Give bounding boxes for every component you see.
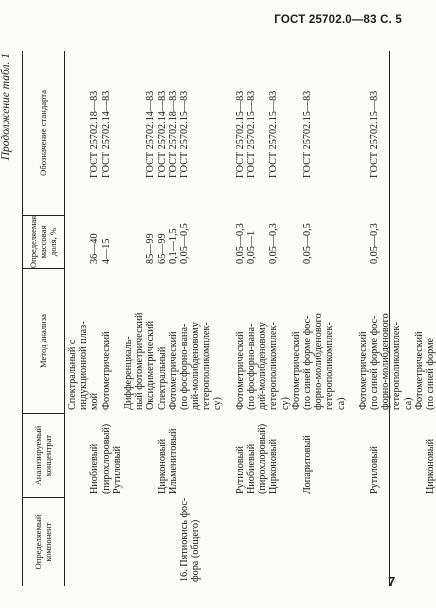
column-concentrate [67, 424, 436, 494]
table-cell-line: Рутиловый [234, 446, 246, 494]
table-cell-line [224, 223, 235, 264]
table-cell-line: (по фосфорно-вана- [178, 323, 190, 410]
table-cell-line [78, 498, 89, 582]
table-cell-line [212, 91, 223, 178]
table-cell-line: 0,05—0,3 [369, 223, 381, 264]
table-cell-line: Дифференциаль- [122, 336, 134, 410]
table-cell-line [190, 223, 201, 264]
table-cell-line [201, 91, 212, 178]
table-cell-line [78, 91, 89, 178]
table-cell-line: Фотометрический [290, 331, 302, 410]
table-cell-line [212, 424, 223, 494]
table-cell-line: ГОСТ 25702.14—83 [145, 90, 157, 178]
table-cell-line [112, 91, 123, 178]
table-cell-line [291, 424, 302, 494]
table-cell-line [145, 424, 156, 494]
table-cell-line: Цирконовый [425, 438, 436, 494]
table-cell-line: Оксидиметрический [145, 320, 157, 410]
header-component: Определяемый компонент [33, 514, 53, 570]
page-header: ГОСТ 25702.0—83 С. 5 [274, 14, 402, 26]
table-cell-line [358, 91, 369, 178]
table-cell-line: дий-молибденовому [257, 322, 269, 410]
table-cell-line [347, 91, 358, 178]
header-mass-fraction: Определяемая массовая доля, % [28, 215, 58, 269]
table-cell-line: (пирохлоровый) [257, 423, 269, 494]
table-frame [22, 51, 436, 586]
table-cell-line [145, 498, 156, 582]
table-cell-line: дий-молибденовому [190, 322, 202, 410]
table-cell-line: ный фотометрический [134, 312, 146, 410]
table-cell-line [291, 223, 302, 264]
table-cell-line [89, 498, 100, 582]
table-cell-line [134, 424, 145, 494]
table-cell-line: ГОСТ 25702.15—83 [178, 90, 190, 178]
table-cell-line [336, 91, 347, 178]
table-cell-line: Рутиловый [369, 446, 381, 494]
header-standard: Обозначение стандарта [38, 90, 48, 176]
table-cell-line: (по синей форме фос- [369, 315, 381, 410]
table-cell-line [358, 223, 369, 264]
table-cell-line [280, 91, 291, 178]
table-cell-line: Лопаритовый [301, 435, 313, 494]
table-cell-line: Ниобиевый [89, 443, 101, 494]
table-cell-line: 4—15 [100, 238, 112, 264]
column-standard [67, 91, 380, 178]
header-method: Метод анализа [38, 314, 48, 368]
header-concentrate: Анализируемый концентрат [33, 425, 53, 486]
table-cell-line [67, 223, 78, 264]
table-cell-line: Цирконовый [268, 438, 280, 494]
table-cell-line: мой [89, 393, 101, 410]
table-cell-line: 0,05—0,5 [178, 223, 190, 264]
table-cell-line [414, 424, 425, 494]
table-cell-line: ГОСТ 25702.15—83 [246, 90, 257, 178]
table-cell-line [291, 91, 302, 178]
table-cell-line [212, 223, 223, 264]
table-cell-line [224, 424, 235, 494]
table-cell-line: 36—40 [89, 233, 101, 264]
table-cell-line: гетерополикомплек- [268, 322, 280, 410]
table-cell-line: ГОСТ 25702.15—83 [268, 90, 280, 178]
table-cell-line [324, 223, 335, 264]
rotated-table-block [0, 51, 436, 586]
table-cell-line [101, 498, 112, 582]
table-cell-line [201, 223, 212, 264]
table-cell-line: ГОСТ 25702.15—83 [301, 90, 313, 178]
table-header-rule [64, 51, 65, 586]
table-cell-line [313, 223, 324, 264]
table-cell-line: форно-молибденового [313, 313, 325, 410]
table-cell-line [134, 223, 145, 264]
table-cell-line [201, 424, 212, 494]
table-cell-line [112, 223, 123, 264]
table-cell-line [257, 91, 268, 178]
table-cell-line: гетерополикомплек- [201, 322, 213, 410]
table-cell-line [123, 223, 134, 264]
table-cell-line [313, 91, 324, 178]
table-cell-line [336, 424, 347, 494]
table-cell-line: (по фосфорно-вана- [246, 323, 257, 410]
table-cell-line: 0,05—0,5 [301, 223, 313, 264]
table-cell-line: (пирохлоровый) [100, 423, 112, 494]
table-cell-line [224, 91, 235, 178]
table-cell-line: форно-молибденового [380, 313, 392, 410]
table-cell-line [123, 91, 134, 178]
table-cell-line: Фотометрический [167, 331, 179, 410]
table-cell-line: 65—99 [156, 233, 168, 264]
table-cell-line: ГОСТ 25702.14—83 [156, 90, 168, 178]
table-cell-line: Фотометрический [413, 331, 425, 410]
table-top-rule [22, 51, 23, 586]
table-cell-line [123, 424, 134, 494]
table-cell-line: Рутиловый [111, 446, 123, 494]
table-cell-line: индукционной плаз- [78, 321, 90, 410]
table-cell-line: су) [212, 397, 224, 410]
table-cell-line [347, 313, 358, 410]
table-cell-line [190, 91, 201, 178]
column-method [67, 313, 436, 410]
table-cell-line [257, 223, 268, 264]
table-cell-line [324, 91, 335, 178]
table-cell-line: 0,05—0,3 [268, 223, 280, 264]
table-cell-line [358, 424, 369, 494]
table-cell-line [347, 424, 358, 494]
table-cell-line [134, 498, 145, 582]
table-cell-line: Ильменитовый [167, 428, 179, 494]
table-cell-line: (по синей форме [425, 337, 436, 410]
table-cell-line: Цирконовый [156, 438, 168, 494]
table-cell-line: (по синей форме фос- [301, 315, 313, 410]
table-cell-line [190, 424, 201, 494]
table-cell-line: ГОСТ 25702.14—83 [100, 90, 112, 178]
table-cell-line: гетерополикомплек- [324, 322, 336, 410]
table-cell-line [224, 313, 235, 410]
column-component [67, 498, 201, 582]
table-cell-line: 0,1—1,5 [167, 228, 179, 264]
table-cell-line: Фотометрический [100, 331, 112, 410]
table-cell-line [179, 424, 190, 494]
table-cell-line: Спектральный [156, 346, 168, 410]
table-cell-line [134, 91, 145, 178]
table-cell-line [313, 424, 324, 494]
table-cell-line [380, 424, 391, 494]
table-cell-line [112, 498, 123, 582]
table-cell-line: 0,05—1 [246, 230, 257, 264]
table-cell-line [324, 424, 335, 494]
table-cell-line: ГОСТ 25702.18—83 [167, 90, 179, 178]
table-cell-line [403, 424, 414, 494]
table-cell-line: ГОСТ 25702.18—83 [89, 90, 101, 178]
table-cell-line [67, 498, 78, 582]
table-cell-line [67, 424, 78, 494]
table-cell-line [168, 498, 179, 582]
table-cell-line [157, 498, 168, 582]
table-cell-line: су) [279, 397, 291, 410]
table-cell-line [347, 223, 358, 264]
page-number: 7 [388, 574, 396, 589]
table-cell-line [280, 424, 291, 494]
table-cell-line [78, 424, 89, 494]
table-cell-line [280, 223, 291, 264]
column-mass-fraction [67, 223, 380, 264]
table-cell-line: фора (общего) [190, 519, 202, 582]
table-cell-line: ГОСТ 25702.15—83 [234, 90, 246, 178]
table-cell-line: 16. Пятиокись фос- [178, 497, 190, 582]
table-cell-line [112, 313, 123, 410]
table-cell-line [78, 223, 89, 264]
table-cell-line: ГОСТ 25702.15—83 [369, 90, 381, 178]
table-cell-line: са) [335, 397, 347, 410]
table-cell-line: 0,05—0,3 [234, 223, 246, 264]
table-cell-line: Спектральный с [67, 339, 78, 410]
table-cell-line: Фотометрический [234, 331, 246, 410]
table-cell-line [123, 498, 134, 582]
table-cell-line: Фотометрический [357, 331, 369, 410]
table-caption: Продолжение табл. 1 [0, 53, 12, 161]
table-cell-line [391, 424, 402, 494]
table-cell-line [67, 91, 78, 178]
table-cell-line [336, 223, 347, 264]
table-cell-line: Ниобиевый [246, 443, 257, 494]
table-cell-line: 85—99 [145, 233, 157, 264]
table-cell-line: гетерополикомплек- [391, 322, 403, 410]
table-cell-line: са) [402, 397, 414, 410]
